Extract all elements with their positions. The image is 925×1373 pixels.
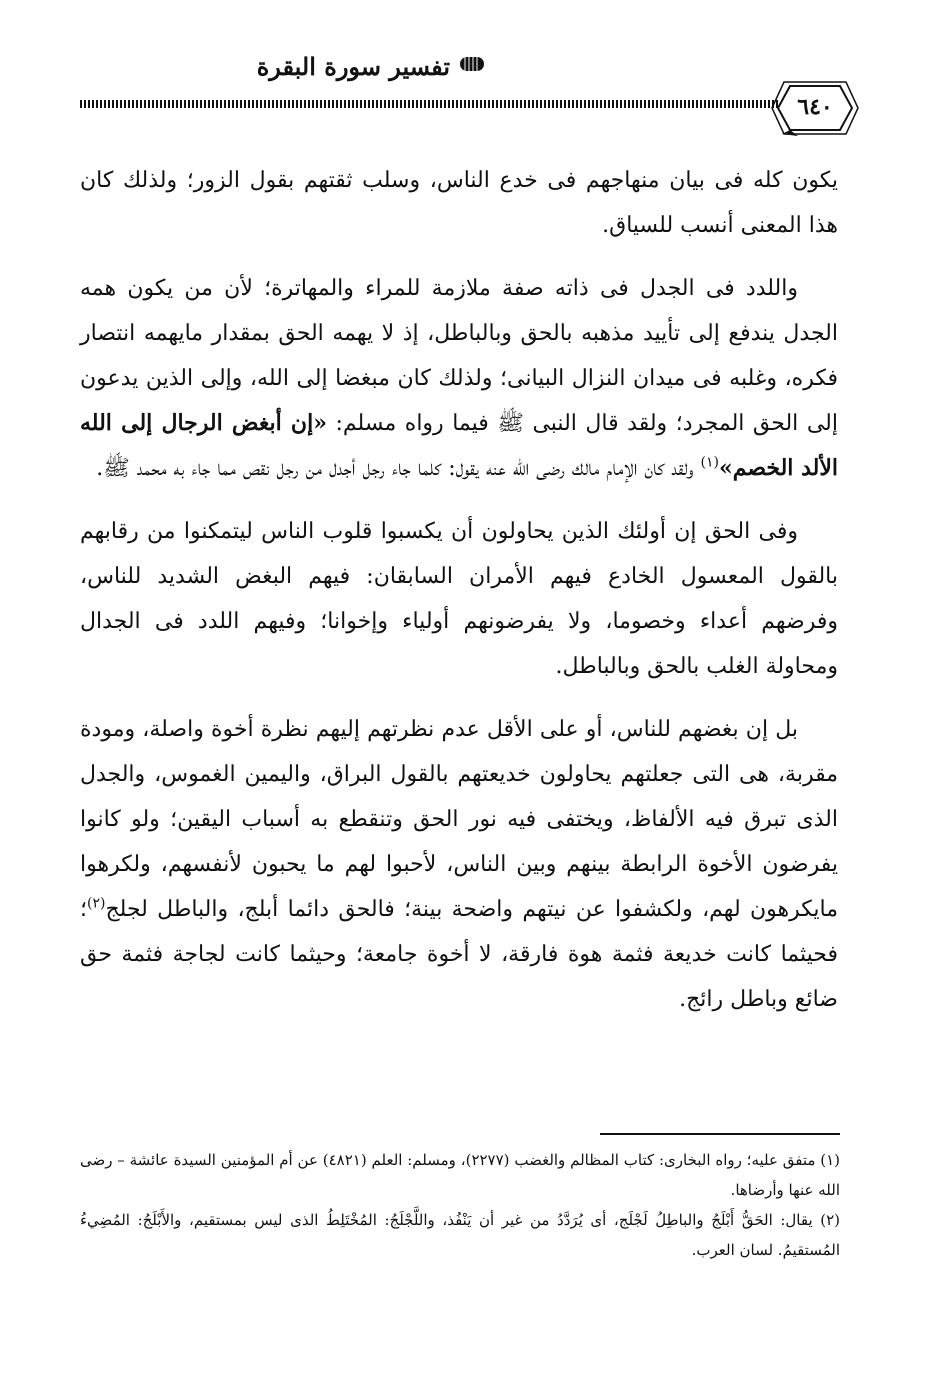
footnote-ref[interactable]: (١): [700, 454, 719, 471]
header-rule: [80, 100, 780, 108]
text-run: ولقد كان الإمام مالك رضى الله عنه يقول: كلما جاء رجل أجدل من رجل نقص مما جاء به محمد ﷺ.: [96, 456, 701, 481]
footnote-ref[interactable]: (٢): [87, 895, 106, 912]
footnotes: [80, 1145, 840, 1265]
main-text: [80, 158, 838, 1040]
page-header: [70, 40, 860, 150]
text-run: ؛ فحيثما كانت خديعة فثمة هوة فارقة، لا أخوة جامعة؛ وحيثما كانت لجاجة فثمة حق ضائع وباطل رائج.: [80, 897, 838, 1012]
footnote-rule: [600, 1133, 840, 1135]
paragraph: يكون كله فى بيان منهاجهم فى خدع الناس، وسلب ثقتهم بقول الزور؛ ولذلك كان هذا المعنى أنسب للسياق.: [80, 168, 838, 238]
footnote: (٢) يقال: الحَقُّ أَبْلَجُ والباطِلُ لَجْلَج، أى يُرَدَّدُ من غير أن يَنْفُذ، واللَّجْلَجُ: المُخْتَلِطُ الذى ليس بمستقيم، والأَبْلَجُ: المُضِيءُ المُستقيمُ. لسان العرب.: [80, 1211, 840, 1259]
ornament-icon: [459, 54, 485, 74]
running-title: تفسير سورة البقرة: [256, 52, 450, 81]
paragraph: [80, 266, 838, 491]
page-number: ٦٤٠: [797, 94, 833, 120]
paragraph: [80, 707, 838, 1022]
text-run: واللدد فى الجدل فى ذاته صفة ملازمة للمراء والمهاترة؛ لأن من يكون همه الجدل يندفع إلى تأييد مذهبه بالحق وبالباطل، إذ لا يهمه الحق بمقدار مايهمه انتصار فكره، وغلبه فى ميدان النزال البيانى؛ ولذلك كان مبغضا إلى الله، وإلى الذين يدعون إلى الحق المجرد؛ ولقد قال النبى ﷺ فيما رواه مسلم:: [80, 276, 838, 436]
text-run: بل إن بغضهم للناس، أو على الأقل عدم نظرتهم إليهم نظرة أخوة واصلة، ومودة مقربة، هى التى جعلتهم يحاولون خديعتهم بالقول البراق، واليمين الغموس، والجدل الذى تبرق فيه الألفاظ، ويختفى فيه نور الحق وتنقطع به أسباب اليقين؛ ولو كانوا يفرضون الأخوة الرابطة بينهم وبين الناس، لأحبوا لهم ما يحبون لأنفسهم، ولكرهوا مايكرهون لهم، ولكشفوا عن نيتهم واضحة بينة؛ فالحق دائما أبلج، والباطل لجلج: [80, 717, 838, 922]
hadith-quote: «إن أبغض الرجال إلى الله الألد الخصم»: [80, 410, 838, 481]
footnote: (١) متفق عليه؛ رواه البخارى: كتاب المظالم والغضب (٢٢٧٧)، ومسلم: العلم (٤٨٢١) عن أم المؤمنين السيدة عائشة – رضى الله عنها وأرضاها.: [80, 1151, 841, 1199]
paragraph: وفى الحق إن أولئك الذين يحاولون أن يكسبوا قلوب الناس ليتمكنوا من رقابهم بالقول المعسول الخادع فيهم الأمران السابقان: فيهم البغض الشديد للناس، وفرضهم أعداء وخصوما، ولا يفرضونهم أولياء وإخوانا؛ وفيهم اللدد فى الجدال ومحاولة الغلب بالحق وبالباطل.: [80, 519, 838, 679]
